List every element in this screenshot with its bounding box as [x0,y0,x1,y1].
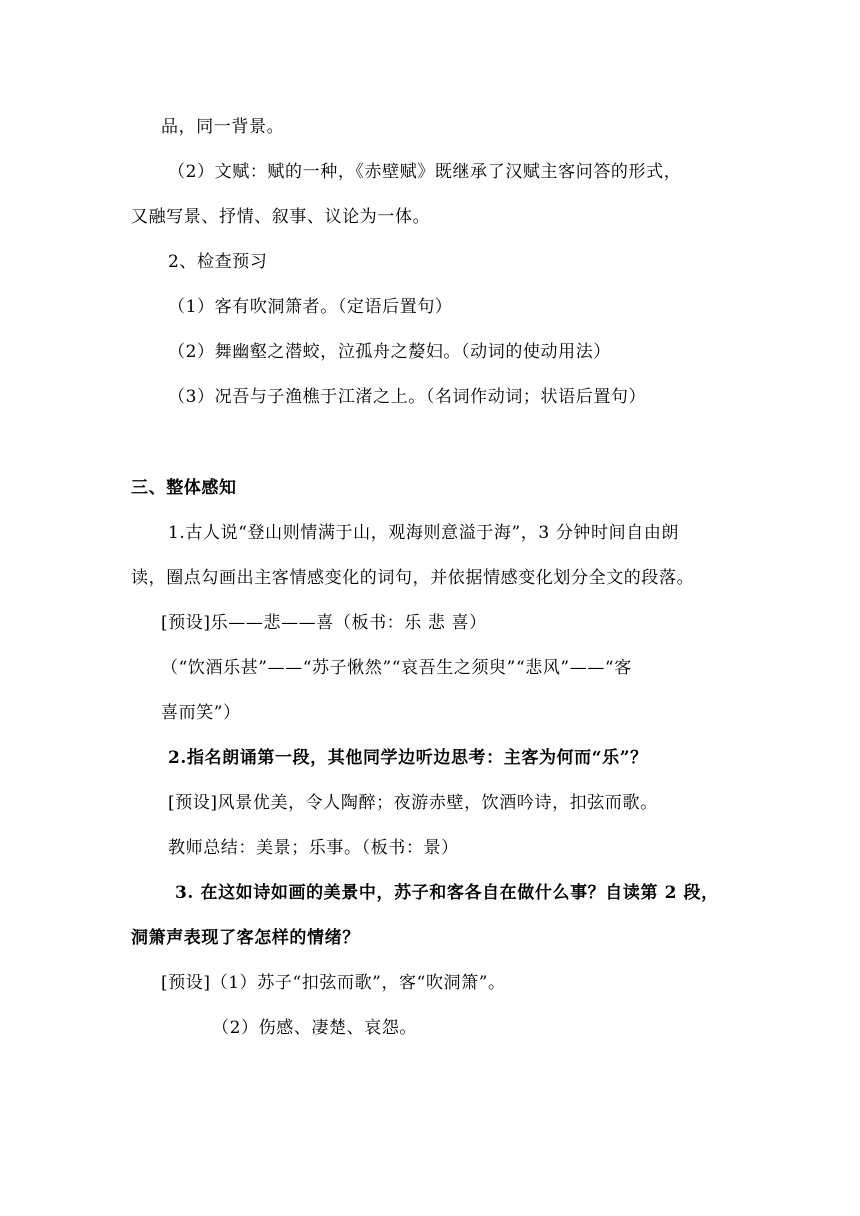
text-line: 品，同一背景。 [161,117,285,137]
text-line: 1.古人说“登山则情满于山，观海则意溢于海”，3 分钟时间自由朗 [168,523,680,543]
question-line: 2.指名朗诵第一段，其他同学边听边思考：主客为何而“乐”？ [168,748,648,768]
text-line: 教师总结：美景；乐事。（板书：景） [168,838,459,858]
section-heading: 2、检查预习 [168,252,268,272]
section-heading: 三、整体感知 [131,478,237,498]
text-line: （“饮酒乐甚”——“苏子愀然”“哀吾生之须臾”“悲风”——“客 [161,658,632,678]
question-line: 洞箫声表现了客怎样的情绪？ [131,928,360,948]
text-line: [预设]乐——悲——喜（板书：乐 悲 喜） [161,613,487,633]
text-line: （2）文赋：赋的一种，《赤壁赋》既继承了汉赋主客问答的形式， [168,162,682,182]
text-line: （2）伤感、凄楚、哀怨。 [212,1018,418,1038]
question-line: 3. 在这如诗如画的美景中，苏子和客各自在做什么事？自读第 2 段， [175,883,719,903]
text-line: （1）客有吹洞箫者。（定语后置句） [168,297,453,317]
text-line: [预设]（1）苏子“扣弦而歌”，客“吹洞箫”。 [161,973,506,993]
text-line: 读，圈点勾画出主客情感变化的词句，并依据情感变化划分全文的段落。 [131,568,695,588]
text-line: （2）舞幽壑之潜蛟，泣孤舟之嫠妇。（动词的使动用法） [168,342,611,362]
text-line: （3）况吾与子渔樵于江渚之上。（名词作动词；状语后置句） [168,387,647,407]
text-line: 喜而笑”） [161,703,241,723]
text-line: [预设]风景优美，令人陶醉；夜游赤壁，饮酒吟诗，扣弦而歌。 [168,793,658,813]
text-line: 又融写景、抒情、叙事、议论为一体。 [131,207,431,227]
